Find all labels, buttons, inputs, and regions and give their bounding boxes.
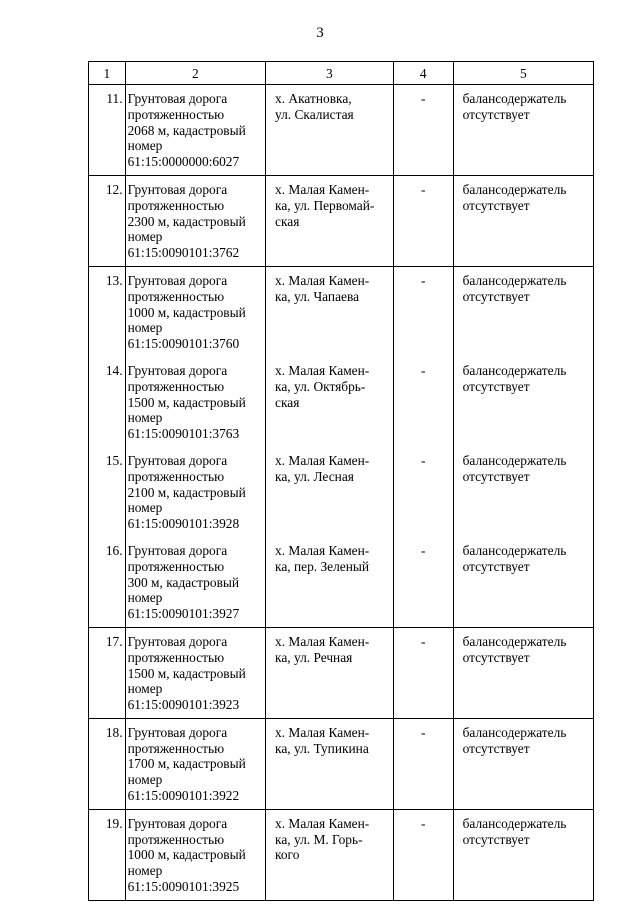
object-name: Грунтовая дорога протяженностью 2068 м, кадастровый номер 61:15:0000000:6027	[125, 85, 265, 176]
object-name: Грунтовая дорога протяженностью 2300 м, кадастровый номер 61:15:0090101:3762	[125, 175, 265, 266]
balance-holder: балансодержатель отсутствует	[453, 537, 593, 627]
object-name: Грунтовая дорога протяженностью 1500 м, кадастровый номер 61:15:0090101:3923	[125, 627, 265, 718]
object-name: Грунтовая дорога протяженностью 1000 м, кадастровый номер 61:15:0090101:3925	[125, 809, 265, 900]
balance-holder: балансодержатель отсутствует	[453, 357, 593, 447]
table-row	[89, 537, 594, 627]
table-row	[89, 85, 594, 176]
column-4-value: -	[393, 447, 453, 537]
row-number: 16.	[89, 537, 126, 627]
object-name: Грунтовая дорога протяженностью 300 м, кадастровый номер 61:15:0090101:3927	[125, 537, 265, 627]
table-row	[89, 175, 594, 266]
balance-holder: балансодержатель отсутствует	[453, 447, 593, 537]
column-4-value: -	[393, 809, 453, 900]
object-address: х. Малая Камен- ка, ул. Тупикина	[266, 718, 394, 809]
balance-holder: балансодержатель отсутствует	[453, 266, 593, 356]
column-4-value: -	[393, 627, 453, 718]
object-address: х. Малая Камен- ка, ул. Чапаева	[266, 266, 394, 356]
balance-holder: балансодержатель отсутствует	[453, 718, 593, 809]
table-row	[89, 266, 594, 356]
object-address: х. Малая Камен- ка, ул. Лесная	[266, 447, 394, 537]
column-header: 5	[453, 62, 593, 85]
row-number: 13.	[89, 266, 126, 356]
column-header: 1	[89, 62, 126, 85]
object-address: х. Малая Камен- ка, ул. Речная	[266, 627, 394, 718]
object-address: х. Малая Камен- ка, пер. Зеленый	[266, 537, 394, 627]
column-header: 3	[266, 62, 394, 85]
column-header: 4	[393, 62, 453, 85]
column-4-value: -	[393, 85, 453, 176]
table-header-row	[89, 62, 594, 85]
object-address: х. Малая Камен- ка, ул. М. Горь- кого	[266, 809, 394, 900]
column-4-value: -	[393, 175, 453, 266]
page-number: 3	[316, 25, 324, 41]
row-number: 19.	[89, 809, 126, 900]
object-address: х. Малая Камен- ка, ул. Первомай- ская	[266, 175, 394, 266]
column-4-value: -	[393, 266, 453, 356]
object-name: Грунтовая дорога протяженностью 1500 м, кадастровый номер 61:15:0090101:3763	[125, 357, 265, 447]
table-row	[89, 357, 594, 447]
row-number: 14.	[89, 357, 126, 447]
object-address: х. Малая Камен- ка, ул. Октябрь- ская	[266, 357, 394, 447]
row-number: 15.	[89, 447, 126, 537]
column-4-value: -	[393, 718, 453, 809]
column-4-value: -	[393, 357, 453, 447]
balance-holder: балансодержатель отсутствует	[453, 809, 593, 900]
row-number: 17.	[89, 627, 126, 718]
table-row	[89, 447, 594, 537]
table-row	[89, 627, 594, 718]
column-header: 2	[125, 62, 265, 85]
table-row	[89, 809, 594, 900]
row-number: 18.	[89, 718, 126, 809]
balance-holder: балансодержатель отсутствует	[453, 85, 593, 176]
balance-holder: балансодержатель отсутствует	[453, 627, 593, 718]
object-name: Грунтовая дорога протяженностью 1700 м, кадастровый номер 61:15:0090101:3922	[125, 718, 265, 809]
row-number: 12.	[89, 175, 126, 266]
table-row	[89, 718, 594, 809]
register-table	[88, 61, 594, 901]
column-4-value: -	[393, 537, 453, 627]
balance-holder: балансодержатель отсутствует	[453, 175, 593, 266]
object-name: Грунтовая дорога протяженностью 1000 м, кадастровый номер 61:15:0090101:3760	[125, 266, 265, 356]
object-name: Грунтовая дорога протяженностью 2100 м, кадастровый номер 61:15:0090101:3928	[125, 447, 265, 537]
row-number: 11.	[89, 85, 126, 176]
object-address: х. Акатновка, ул. Скалистая	[266, 85, 394, 176]
